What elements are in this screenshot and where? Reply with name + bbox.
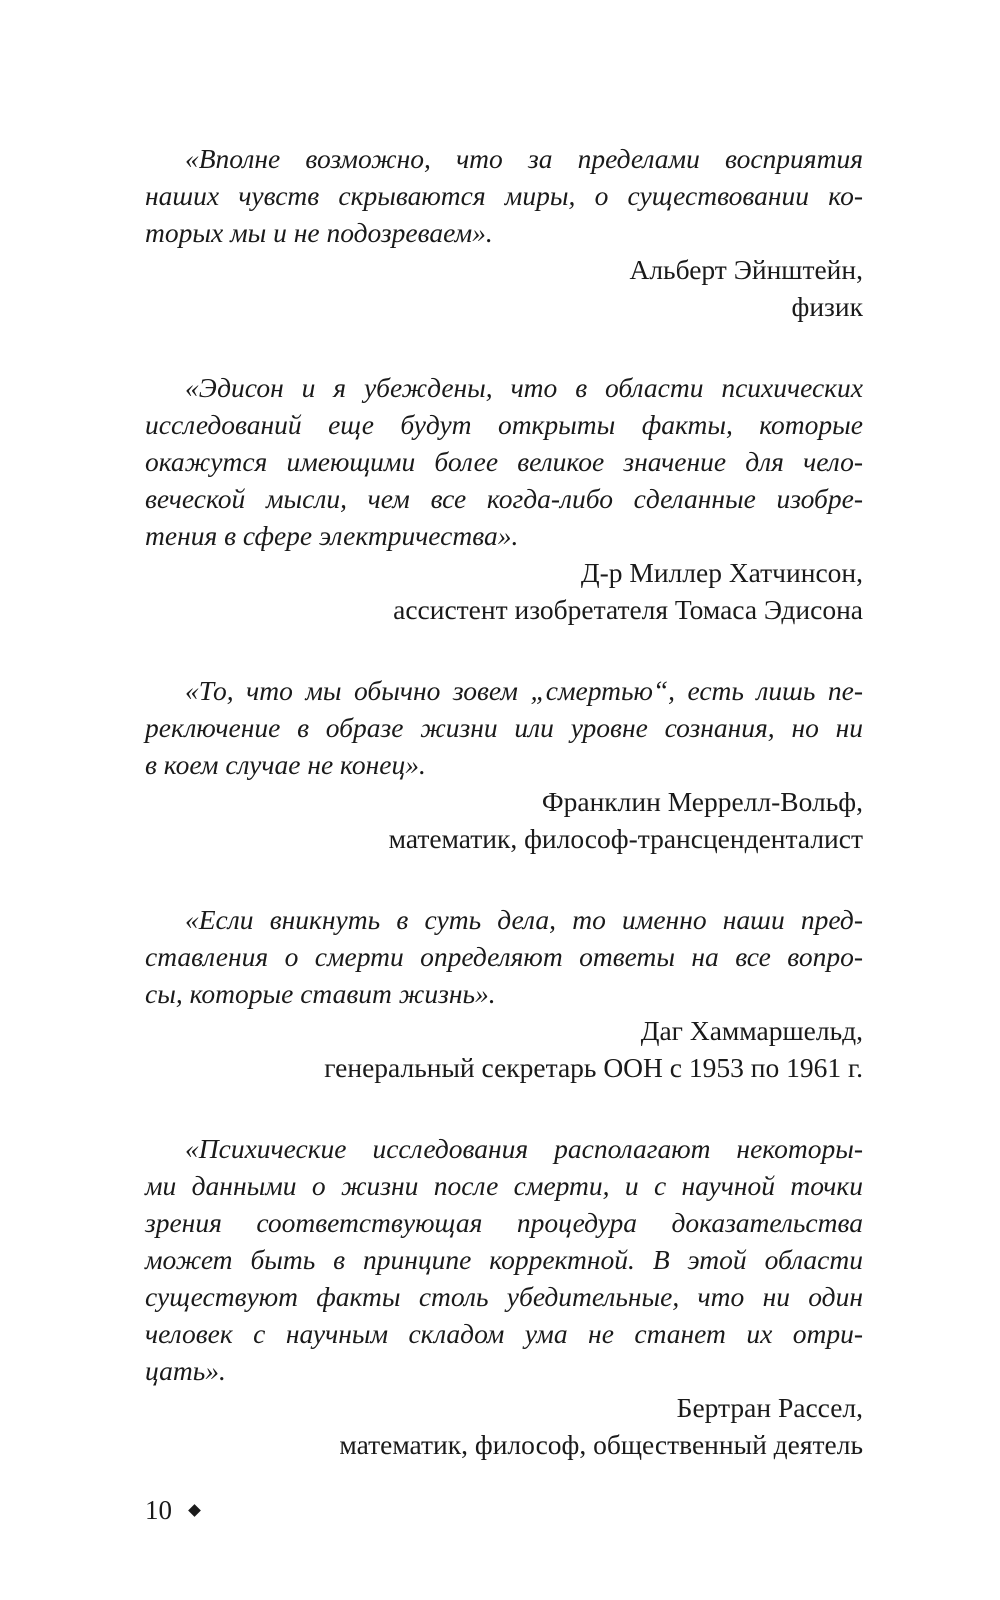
diamond-ornament-icon <box>188 1504 201 1517</box>
quote-text-line: человек с научным складом ума не станет их отри- <box>145 1318 863 1349</box>
quote-text-line: «Эдисон и я убеждены, что в области психических <box>185 372 863 403</box>
page-number: 10 <box>145 1495 172 1525</box>
quote-author-role: физик <box>791 291 863 322</box>
quote-russell <box>145 1130 863 1463</box>
quote-text-line: зрения соответствующая процедура доказательства <box>145 1207 863 1238</box>
quote-text-line: в коем случае не конец». <box>145 749 426 780</box>
quote-author: Даг Хаммаршельд, <box>640 1015 863 1046</box>
quote-text-line: реключение в образе жизни или уровне сознания, но ни <box>145 712 863 743</box>
quote-text-line: «Вполне возможно, что за пределами восприятия <box>185 143 863 174</box>
quote-hutchinson <box>145 369 863 628</box>
quote-hammarskjold <box>145 901 863 1086</box>
quote-author: Д-р Миллер Хатчинсон, <box>580 557 863 588</box>
quote-text-line: тения в сфере электричества». <box>145 520 519 551</box>
quote-text-line: существуют факты столь убедительные, что ни один <box>145 1281 863 1312</box>
quote-author: Альберт Эйнштейн, <box>629 254 863 285</box>
quote-text-line: исследований еще будут открыты факты, которые <box>145 409 863 440</box>
quote-merrell-wolff <box>145 672 863 857</box>
quote-text-line: торых мы и не подозреваем». <box>145 217 493 248</box>
quote-text-line: «То, что мы обычно зовем „смертью“, есть лишь пе- <box>185 675 863 706</box>
quote-author-role: ассистент изобретателя Томаса Эдисона <box>393 594 863 625</box>
quote-text-line: веческой мысли, чем все когда-либо сделанные изобре- <box>145 483 863 514</box>
quote-text-line: ставления о смерти определяют ответы на все вопро- <box>145 941 863 972</box>
quote-text-line: «Психические исследования располагают некоторы- <box>185 1133 863 1164</box>
quote-text-line: цать». <box>145 1355 226 1386</box>
epigraph-page <box>145 140 863 1507</box>
quote-author-role: генеральный секретарь ООН с 1953 по 1961 г. <box>324 1052 863 1083</box>
quote-author: Бертран Рассел, <box>676 1392 863 1423</box>
quote-text-line: сы, которые ставит жизнь». <box>145 978 496 1009</box>
quote-text-line: «Если вникнуть в суть дела, то именно наши пред- <box>185 904 863 935</box>
quote-text-line: окажутся имеющими более великое значение для чело- <box>145 446 863 477</box>
page-footer <box>145 1495 199 1526</box>
quote-einstein <box>145 140 863 325</box>
quote-text-line: может быть в принципе корректной. В этой области <box>145 1244 863 1275</box>
quote-author-role: математик, философ-трансценденталист <box>388 823 863 854</box>
quote-author-role: математик, философ, общественный деятель <box>339 1429 863 1460</box>
quote-author: Франклин Меррелл-Вольф, <box>541 786 863 817</box>
quote-text-line: наших чувств скрываются миры, о существовании ко- <box>145 180 863 211</box>
quote-text-line: ми данными о жизни после смерти, и с научной точки <box>145 1170 863 1201</box>
